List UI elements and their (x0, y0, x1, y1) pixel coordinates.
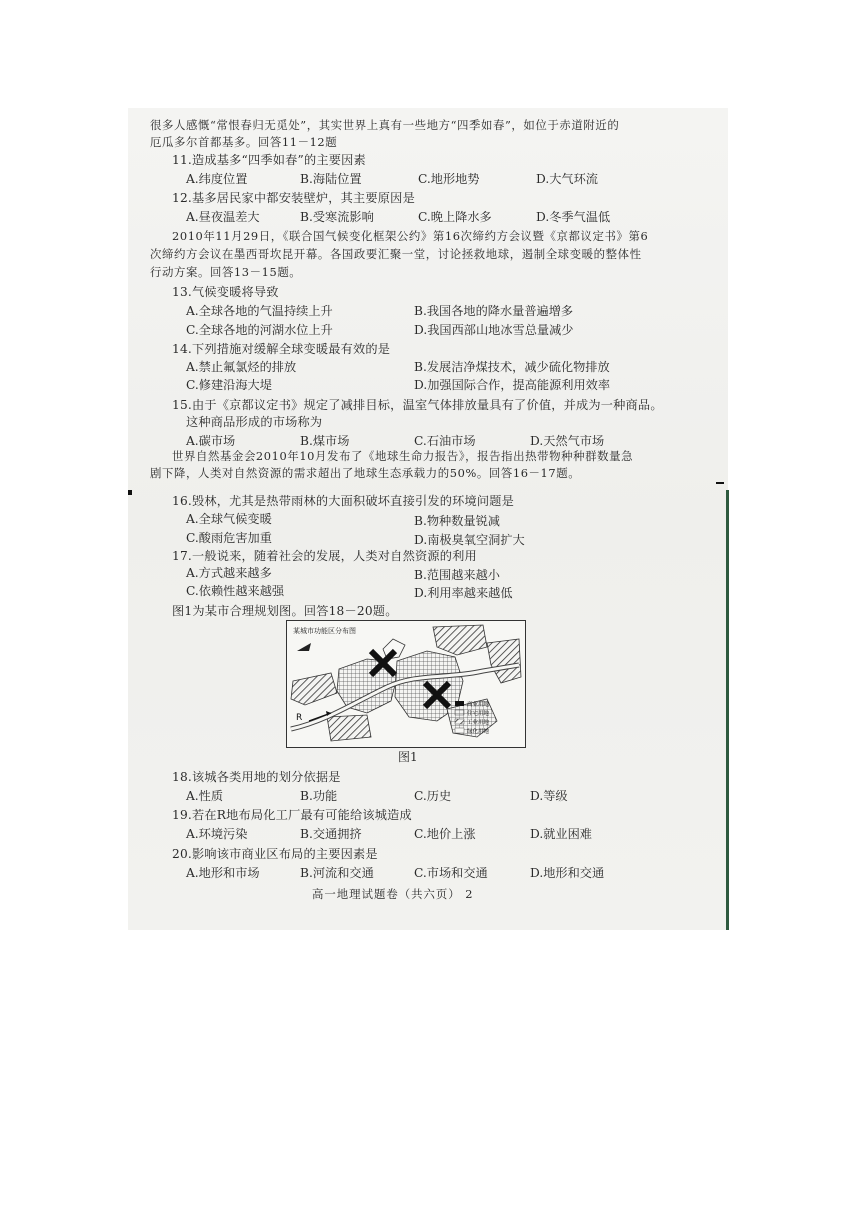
city-map-figure (286, 620, 526, 748)
q18-option-d: D.等级 (530, 789, 568, 803)
north-arrow-icon (297, 643, 311, 651)
intro-13-15-line-3: 行动方案。回答13－15题。 (150, 265, 302, 279)
q15-option-a: A.碳市场 (186, 434, 236, 448)
legend-green: 绿化用地 (467, 729, 490, 735)
intro-11-12-line-2: 厄瓜多尔首都基多。回答11－12题 (150, 135, 338, 149)
industrial-area-southwest (327, 715, 371, 741)
q14-option-a: A.禁止氟氯烃的排放 (186, 360, 297, 374)
figure-caption: 图1 (398, 750, 418, 764)
legend-swatch-commercial (455, 701, 464, 706)
industrial-area-north (433, 625, 487, 655)
q11-option-a: A.纬度位置 (186, 172, 248, 186)
q19-option-a: A.环境污染 (186, 827, 248, 841)
industrial-area-west (291, 673, 337, 705)
legend-swatch-residential (455, 710, 464, 715)
q14-stem: 14.下列措施对缓解全球变暖最有效的是 (172, 342, 391, 356)
intro-11-12-line-1: 很多人感慨“常恨春归无觅处”，其实世界上真有一些地方“四季如春”，如位于赤道附近的 (150, 118, 620, 132)
q13-stem: 13.气候变暖将导致 (172, 285, 279, 299)
intro-16-17-line-1: 世界自然基金会2010年10月发布了《地球生命力报告》，报告指出热带物种种群数量急 (172, 449, 634, 463)
q20-option-c: C.市场和交通 (414, 866, 488, 880)
q17-stem: 17.一般说来，随着社会的发展，人类对自然资源的利用 (172, 549, 477, 563)
q20-stem: 20.影响该市商业区布局的主要因素是 (172, 847, 378, 861)
city-map (287, 621, 525, 747)
q19-option-d: D.就业困难 (530, 827, 592, 841)
q20-option-b: B.河流和交通 (300, 866, 374, 880)
q12-option-c: C.晚上降水多 (418, 210, 492, 224)
intro-16-17-line-2: 剧下降，人类对自然资源的需求超出了地球生态承载力的50%。回答16－17题。 (150, 466, 581, 480)
scan-edge-rule (726, 490, 729, 930)
q11-option-d: D.大气环流 (536, 172, 598, 186)
q18-option-a: A.性质 (186, 789, 224, 803)
legend-commercial: 商业用地 (467, 702, 490, 708)
q12-option-a: A.昼夜温差大 (186, 210, 260, 224)
q14-option-d: D.加强国际合作，提高能源利用效率 (414, 378, 611, 392)
legend-swatch-industrial (455, 719, 464, 724)
q12-option-d: D.冬季气温低 (536, 210, 611, 224)
q13-option-c: C.全球各地的河湖水位上升 (186, 323, 333, 337)
q15-stem-line-2: 这种商品形成的市场称为 (186, 415, 323, 429)
q11-option-b: B.海陆位置 (300, 172, 362, 186)
q16-option-a: A.全球气候变暖 (186, 512, 272, 526)
map-marker-r: R (296, 713, 303, 723)
q13-option-a: A.全球各地的气温持续上升 (186, 304, 333, 318)
industrial-area-east (487, 639, 521, 683)
legend-swatch-green (455, 728, 464, 733)
q16-option-b: B.物种数量锐减 (414, 514, 500, 528)
q20-option-d: D.地形和交通 (530, 866, 605, 880)
q16-option-d: D.南极臭氧空洞扩大 (414, 533, 525, 547)
q19-option-c: C.地价上涨 (414, 827, 476, 841)
q18-stem: 18.该城各类用地的划分依据是 (172, 770, 341, 784)
q19-option-b: B.交通拥挤 (300, 827, 362, 841)
intro-18-20: 图1为某市合理规划图。回答18－20题。 (172, 604, 398, 618)
q17-option-c: C.依赖性越来越强 (186, 584, 285, 598)
q17-option-a: A.方式越来越多 (186, 566, 272, 580)
q12-stem: 12.基多居民家中都安装壁炉，其主要原因是 (172, 191, 415, 205)
q15-option-b: B.煤市场 (300, 434, 350, 448)
q11-option-c: C.地形地势 (418, 172, 480, 186)
intro-13-15-line-1: 2010年11月29日，《联合国气候变化框架公约》第16次缔约方会议暨《京都议定书》第6 (172, 229, 649, 243)
q15-stem-line-1: 15.由于《京都议定书》规定了减排目标，温室气体排放量具有了价值，并成为一种商品。 (172, 398, 663, 412)
q18-option-c: C.历史 (414, 789, 452, 803)
q11-stem: 11.造成基多“四季如春”的主要因素 (172, 153, 366, 167)
q19-stem: 19.若在R地布局化工厂最有可能给该城造成 (172, 808, 412, 822)
legend-industrial: 工业用地 (467, 720, 490, 726)
intro-13-15-line-2: 次缔约方会议在墨西哥坎昆开幕。各国政要汇聚一堂，讨论拯救地球，遏制全球变暖的整体性 (150, 247, 642, 261)
q16-option-c: C.酸雨危害加重 (186, 531, 272, 545)
q15-option-c: C.石油市场 (414, 434, 476, 448)
q12-option-b: B.受寒流影响 (300, 210, 374, 224)
legend-residential: 住宅用地 (467, 711, 490, 717)
q13-option-d: D.我国西部山地冰雪总量减少 (414, 323, 574, 337)
q17-option-d: D.利用率越来越低 (414, 586, 513, 600)
q17-option-b: B.范围越来越小 (414, 568, 500, 582)
scan-mark-left (128, 490, 132, 495)
scan-mark-right (716, 482, 724, 484)
map-title: 某城市功能区分布图 (293, 627, 356, 635)
q16-stem: 16.毁林，尤其是热带雨林的大面积破坏直接引发的环境问题是 (172, 494, 515, 508)
q14-option-c: C.修建沿海大堤 (186, 378, 272, 392)
q18-option-b: B.功能 (300, 789, 338, 803)
page-footer: 高一地理试题卷（共六页） 2 (312, 887, 474, 901)
q20-option-a: A.地形和市场 (186, 866, 260, 880)
q15-option-d: D.天然气市场 (530, 434, 605, 448)
q14-option-b: B.发展洁净煤技术，减少硫化物排放 (414, 360, 610, 374)
q13-option-b: B.我国各地的降水量普遍增多 (414, 304, 574, 318)
